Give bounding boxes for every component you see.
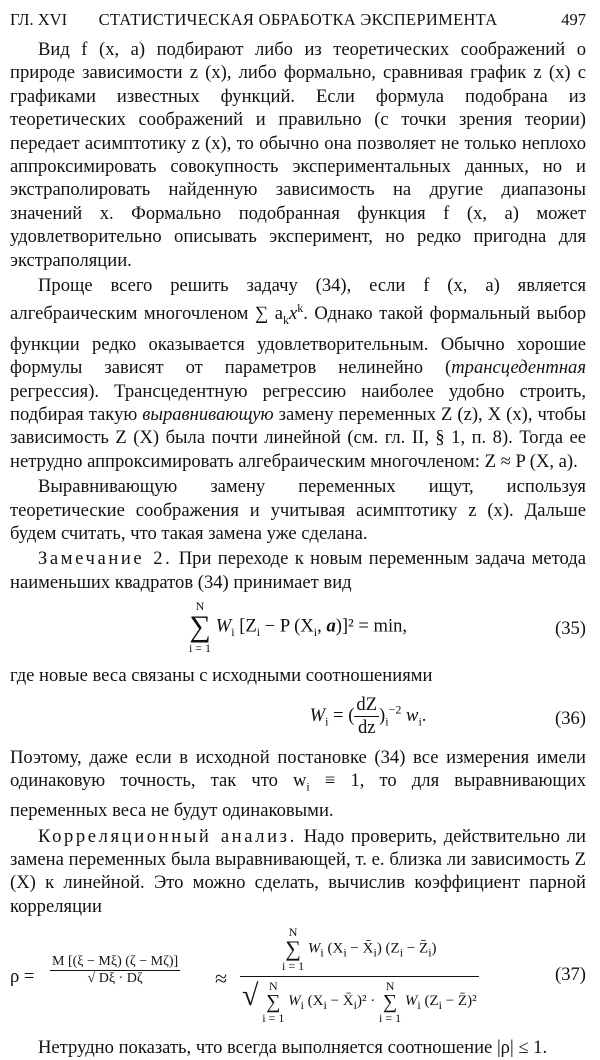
emphasis-transcendental: трансцедентная	[451, 357, 586, 379]
equation-number-37: (37)	[555, 964, 586, 986]
chapter-title: СТАТИСТИЧЕСКАЯ ОБРАБОТКА ЭКСПЕРИМЕНТА	[98, 10, 498, 29]
paragraph-2: Проще всего решить задачу (34), если f (x, a) является алгебраическим многочленом ∑ $a_kx^k$. Однако такой формальный выбор функции редко оказывается удовлетворительным. Обычно хорошие формулы зависят от параметров нелинейно (трансцедентная регрессия). Трансцедентную регрессию наиболее удобно строить, подбирая такую выравнивающую замену переменных Z (z), X (x), чтобы зависимость Z (X) была почти линейной (см. гл. II, § 1, п. 8). Тогда ее нетрудно аппроксимировать алгебраическим многочленом: Z ≈ P (X, a).	[10, 275, 587, 472]
remark-label: Замечание 2.	[38, 548, 173, 570]
sum-symbol: N ∑ i = 1	[188, 599, 212, 656]
paragraph-1: Вид f (x, a) подбирают либо из теоретических соображений о природе зависимости z (x), либо формально, сравнивая график z (x) с графиками известных функций. Если формула подобрана из теоретических соображений и правильно (с точки зрения теории) передает асимптотику z (x), то обычно она позволяет не только неплохо аппроксимировать совокупность экспериментальных данных, но и экстраполировать найденную зависимость на другие диапазоны значений x. Формально подобранная функция f (x, a) может удовлетворительно описывать эксперимент, но редко пригодна для экстраполяции.	[10, 39, 586, 271]
paragraph-8: Нетрудно показать, что всегда выполняется соотношение |ρ| ≤ 1.	[38, 1037, 548, 1059]
paragraph-3: Выравнивающую замену переменных ищут, используя теоретические соображения и учитывая асимптотику z (x). Дальше будем считать, что такая замена уже сделана.	[10, 476, 586, 545]
equation-36: $W_i$ = ( $\frac{dZ}{dz}$ )$_i^{-2}$ $w_i$. (36)	[309, 693, 586, 738]
equation-35: N ∑ i = 1 $W_i$ [$Z_i - P$ ($X_i$, a)]² = min, (35)	[188, 599, 586, 656]
emphasis-aligning: выравнивающую	[142, 404, 274, 425]
section-label-correlation: Корреляционный анализ.	[38, 825, 297, 847]
equation-number-35: (35)	[555, 618, 586, 640]
equation-number-36: (36)	[555, 707, 586, 729]
paragraph-6: Поэтому, даже если в исходной постановке (34) все измерения имели одинаковую точность, так что $w_i \equiv 1$, то для выравнивающих переменных веса не будут одинаковыми.	[10, 746, 586, 822]
paragraph-7: Корреляционный анализ. Надо проверить, действительно ли замена переменных была выравнивающей, т. е. близка ли зависимость Z (X) к линейной. Это можно сделать, вычислив коэффициент парной корреляции	[10, 825, 586, 917]
paragraph-5: где новые веса связаны с исходными соотношениями	[10, 665, 433, 687]
running-header	[10, 9, 586, 31]
equation-37: ρ = $\frac{M [(\xi - M\xi) (\zeta - M\zeta)]}{√ D\xi \cdot D\zeta}$ ≈ N ∑ i = 1 $W_i$ ($X_i$ − $X̄_i$) ($Z_i$ − $Z̄_i$) √ N ∑ i = 1 $W_i$ ($X_i$ − $X̄_i)^2$ · N ∑ i = 1 $W_i$ ($Z_i$ − Z̄)² (37)	[10, 925, 586, 1025]
page-body	[10, 38, 586, 1060]
chapter-label: ГЛ. XVI	[10, 10, 68, 29]
paragraph-4: Замечание 2. При переходе к новым переменным задача метода наименьших квадратов (34) принимает вид	[10, 548, 586, 593]
page-number: 497	[561, 10, 586, 29]
